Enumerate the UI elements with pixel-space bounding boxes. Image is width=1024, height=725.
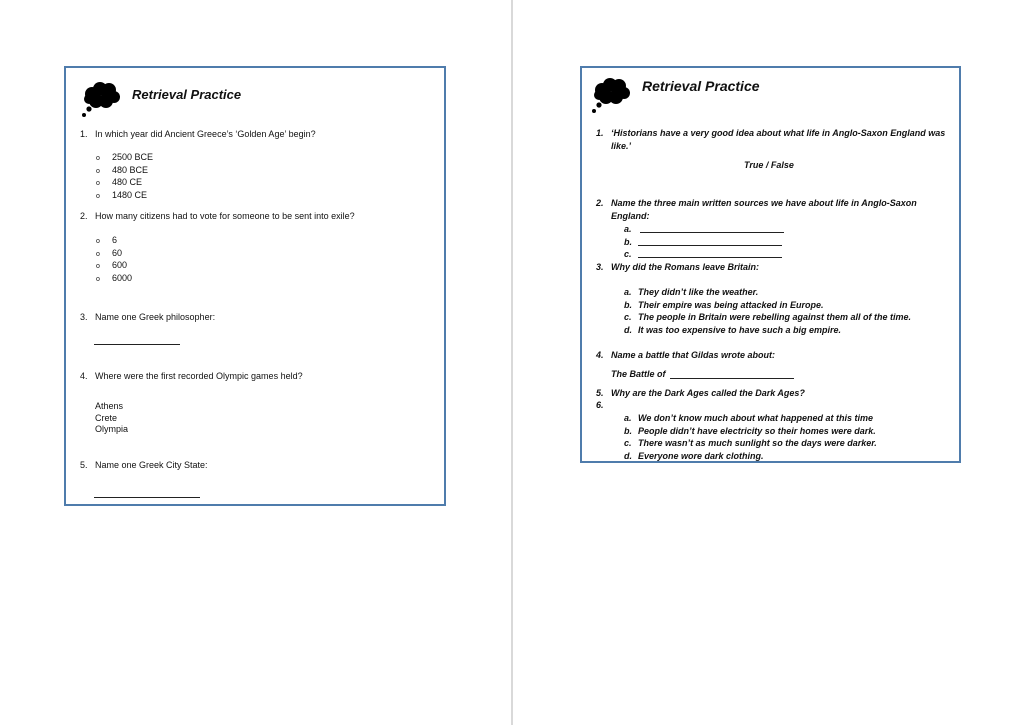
- option[interactable]: Athens: [95, 401, 124, 411]
- option-list: [624, 286, 911, 336]
- answer-c[interactable]: c.: [624, 249, 632, 259]
- card-title: Retrieval Practice: [132, 87, 242, 102]
- option[interactable]: o 480 CE: [96, 177, 143, 187]
- answer-line[interactable]: [670, 378, 794, 379]
- answer-a[interactable]: a.: [624, 224, 632, 234]
- option[interactable]: o 6: [96, 235, 118, 245]
- option-list: [95, 401, 128, 436]
- option[interactable]: Crete: [95, 412, 118, 423]
- option[interactable]: o 6000: [96, 272, 133, 283]
- retrieval-card-greece: Retrieval Practice 1. In which year did Ancient Greece’s ‘Golden Age’ begin? o 2500 BCE o 480 BCE o 480 CE o 1480 CE 2. How many citizens had to vote for someone to be sent into exile? o 6 o 60 o 600 o 6000 3. Name one Greek philosopher: 4. Where were the first recorded Olympic games held? Athens Crete Olympia 5. Name one Greek City State:: [64, 66, 446, 506]
- option[interactable]: o 2500 BCE: [96, 152, 154, 162]
- true-false-choice[interactable]: True / False: [744, 160, 794, 170]
- answer-line[interactable]: [638, 245, 782, 246]
- option[interactable]: o 60: [96, 247, 123, 258]
- answer-line[interactable]: [638, 257, 782, 258]
- option[interactable]: Olympia: [95, 424, 129, 434]
- option[interactable]: a. We don’t know much about what happened at this time: [624, 413, 874, 423]
- answer-b[interactable]: b.: [624, 237, 632, 247]
- option-list: [624, 412, 877, 462]
- card-title: Retrieval Practice: [642, 78, 760, 94]
- option[interactable]: a. They didn’t like the weather.: [624, 287, 759, 297]
- option[interactable]: o 480 BCE: [96, 164, 149, 175]
- battle-prompt: The Battle of: [611, 369, 666, 379]
- option[interactable]: c. The people in Britain were rebelling against them all of the time.: [624, 312, 912, 322]
- option[interactable]: b. People didn’t have electricity so their homes were dark.: [624, 425, 876, 436]
- retrieval-card-anglo-saxon: Retrieval Practice 1. ‘Historians have a very good idea about what life in Anglo-Saxon England was like.’ True / False 2. Name the three main written sources we have about life in Anglo-Saxon England: a. b. c. 3. Why did the Romans leave Britain: a. They didn’t like the weather. b. Their empire was being attacked in Europe. c. The people in Britain were rebelling against them all of the time. d. It was too expensive to have such a big empire. 4. Name a battle that Gildas wrote about: The Battle of 5. Why are the Dark Ages called the Dark Ages? 6. a. We don’t know much about what happened at this time b. People didn’t have electricity so their homes were dark. c. There wasn’t as much sunlight so the days were darker. d. Everyone wore dark clothing.: [580, 66, 961, 463]
- option[interactable]: o 1480 CE: [96, 189, 148, 200]
- option[interactable]: b. Their empire was being attacked in Europe.: [624, 299, 824, 310]
- answer-line[interactable]: [640, 232, 784, 233]
- answer-line[interactable]: [94, 497, 200, 498]
- answer-line[interactable]: [94, 344, 180, 345]
- option[interactable]: c. There wasn’t as much sunlight so the days were darker.: [624, 438, 877, 448]
- page-divider: [511, 0, 513, 725]
- option-list: [96, 152, 153, 202]
- option-list: [96, 235, 132, 285]
- option[interactable]: d. Everyone wore dark clothing.: [624, 450, 764, 461]
- thought-cloud-icon: [590, 76, 634, 116]
- option[interactable]: o 600: [96, 260, 128, 270]
- option[interactable]: d. It was too expensive to have such a big empire.: [624, 324, 842, 335]
- thought-cloud-icon: [80, 80, 124, 120]
